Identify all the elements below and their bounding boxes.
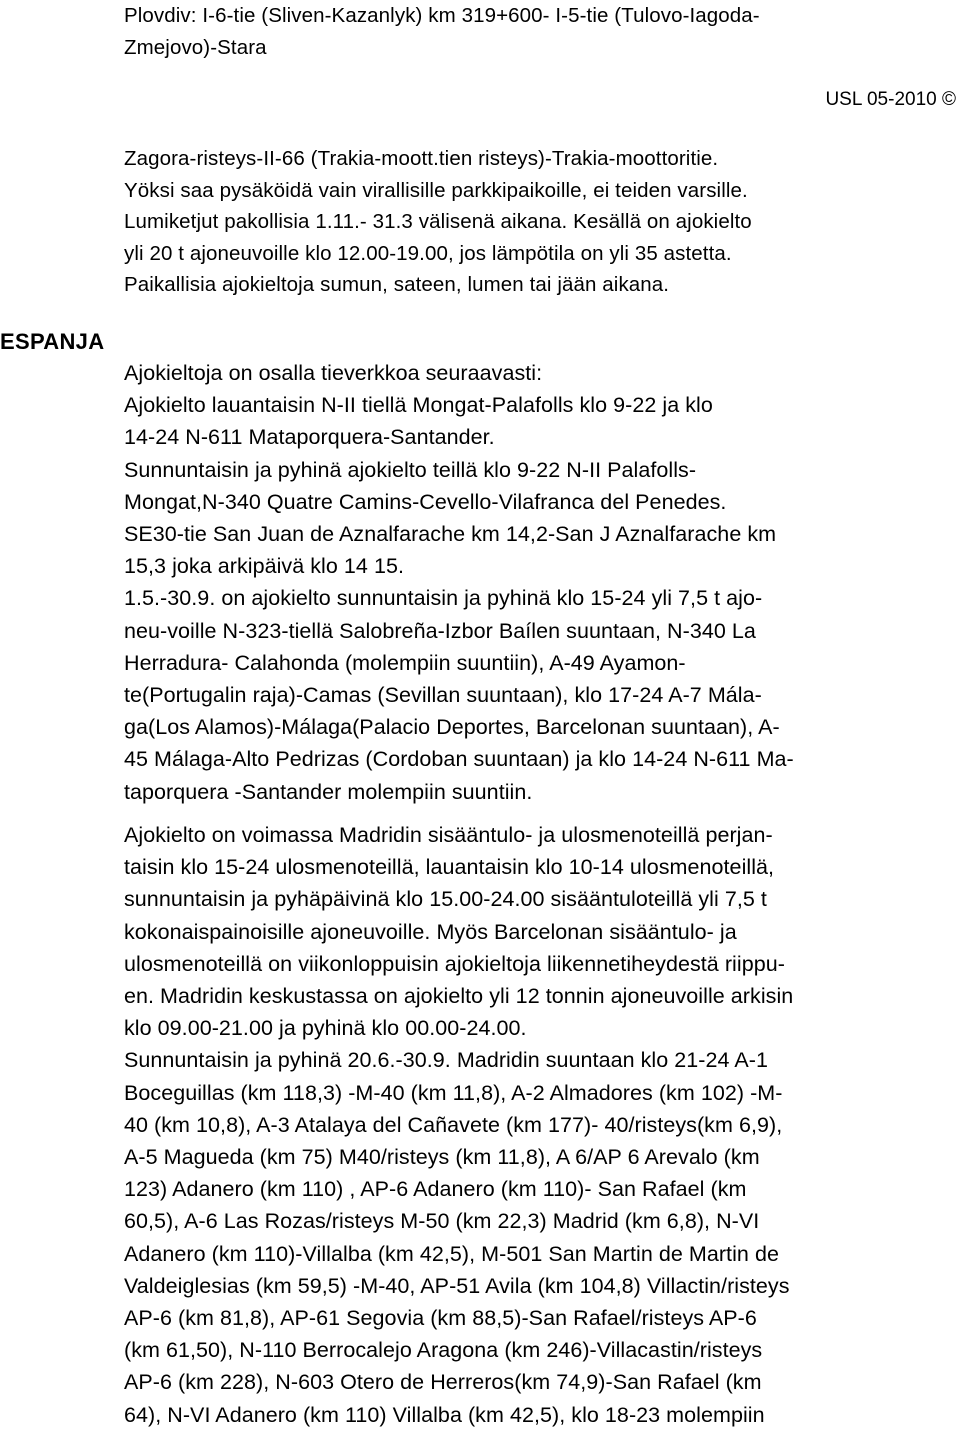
copyright-notice: USL 05-2010 © — [825, 89, 956, 110]
madrid-restrictions-paragraph — [124, 819, 956, 1431]
spain-line: Mongat,N-340 Quatre Camins-Cevello-Vilafranca del Penedes. — [124, 489, 727, 514]
spain-line: ga(Los Alamos)-Málaga(Palacio Deportes, Barcelonan suuntaan), A- — [124, 715, 780, 740]
spain-line: SE30-tie San Juan de Aznalfarache km 14,2-San J Aznalfarache km — [124, 522, 777, 547]
spain-line: 14-24 N-611 Mataporquera-Santander. — [124, 425, 495, 450]
spain-line: neu-voille N-323-tiellä Salobreña-Izbor Baílen suuntaan, N-340 La — [124, 618, 756, 643]
madrid-line: ulosmenoteillä on viikonloppuisin ajokieltoja liikennetiheydestä riippu- — [124, 951, 785, 976]
madrid-line: A-5 Magueda (km 75) M40/risteys (km 11,8), A 6/AP 6 Arevalo (km — [124, 1145, 760, 1170]
madrid-line: en. Madridin keskustassa on ajokielto yli 12 tonnin ajoneuvoille arkisin — [124, 984, 794, 1009]
madrid-line: (km 61,50), N-110 Berrocalejo Aragona (km 246)-Villacastin/risteys — [124, 1338, 763, 1363]
spain-line: Ajokielto lauantaisin N-II tiellä Mongat-Palafolls klo 9-22 ja klo — [124, 393, 713, 418]
route-title-line-2: Zmejovo)-Stara — [124, 35, 267, 59]
madrid-line: AP-6 (km 81,8), AP-61 Segovia (km 88,5)-San Rafael/risteys AP-6 — [124, 1306, 757, 1331]
spain-line: Sunnuntaisin ja pyhinä ajokielto teillä klo 9-22 N-II Palafolls- — [124, 457, 697, 482]
bulgaria-line: Paikallisia ajokieltoja sumun, sateen, lumen tai jään aikana. — [124, 273, 670, 297]
madrid-line: Sunnuntaisin ja pyhinä 20.6.-30.9. Madridin suuntaan klo 21-24 A-1 — [124, 1048, 768, 1073]
spain-line: 1.5.-30.9. on ajokielto sunnuntaisin ja pyhinä klo 15-24 yli 7,5 t ajo- — [124, 586, 763, 611]
bulgaria-line: yli 20 t ajoneuvoille klo 12.00-19.00, jos lämpötila on yli 35 astetta. — [124, 241, 732, 265]
madrid-line: sunnuntaisin ja pyhäpäivinä klo 15.00-24.00 sisääntuloteillä yli 7,5 t — [124, 887, 767, 912]
madrid-line: 60,5), A-6 Las Rozas/risteys M-50 (km 22,3) Madrid (km 6,8), N-VI — [124, 1209, 760, 1234]
madrid-line: 40 (km 10,8), A-3 Atalaya del Cañavete (km 177)- 40/risteys(km 6,9), — [124, 1112, 783, 1137]
spain-line: te(Portugalin raja)-Camas (Sevillan suuntaan), klo 17-24 A-7 Mála- — [124, 683, 762, 708]
spain-line: taporquera -Santander molempiin suuntiin. — [124, 779, 533, 804]
madrid-line: 64), N-VI Adanero (km 110) Villalba (km 42,5), klo 18-23 molempiin — [124, 1402, 765, 1427]
route-title — [124, 0, 956, 63]
country-heading-spain: ESPANJA — [0, 329, 105, 354]
bulgaria-line: Lumiketjut pakollisia 1.11.- 31.3 välisenä aikana. Kesällä on ajokielto — [124, 210, 752, 234]
madrid-line: Adanero (km 110)-Villalba (km 42,5), M-501 San Martin de Martin de — [124, 1241, 779, 1266]
madrid-line: klo 09.00-21.00 ja pyhinä klo 00.00-24.00. — [124, 1016, 527, 1041]
madrid-line: 123) Adanero (km 110) , AP-6 Adanero (km 110)- San Rafael (km — [124, 1177, 747, 1202]
spain-restrictions-paragraph — [124, 357, 956, 808]
madrid-line: Valdeiglesias (km 59,5) -M-40, AP-51 Avila (km 104,8) Villactin/risteys — [124, 1273, 790, 1298]
madrid-line: AP-6 (km 228), N-603 Otero de Herreros(km 74,9)-San Rafael (km — [124, 1370, 762, 1395]
bulgaria-route-description — [124, 143, 956, 301]
madrid-line: taisin klo 15-24 ulosmenoteillä, lauantaisin klo 10-14 ulosmenoteillä, — [124, 855, 775, 880]
bulgaria-line: Zagora-risteys-II-66 (Trakia-moott.tien risteys)-Trakia-moottoritie. — [124, 147, 719, 170]
spain-line: 15,3 joka arkipäivä klo 14 15. — [124, 554, 404, 579]
spain-line: Ajokieltoja on osalla tieverkkoa seuraavasti: — [124, 361, 543, 385]
spain-line: 45 Málaga-Alto Pedrizas (Cordoban suuntaan) ja klo 14-24 N-611 Ma- — [124, 747, 794, 772]
madrid-line: Ajokielto on voimassa Madridin sisääntulo- ja ulosmenoteillä perjan- — [124, 823, 773, 847]
madrid-line: Boceguillas (km 118,3) -M-40 (km 11,8), A-2 Almadores (km 102) -M- — [124, 1080, 783, 1105]
bulgaria-line: Yöksi saa pysäköidä vain virallisille parkkipaikoille, ei teiden varsille. — [124, 178, 748, 202]
madrid-line: kokonaispainoisille ajoneuvoille. Myös Barcelonan sisääntulo- ja — [124, 919, 737, 944]
spain-line: Herradura- Calahonda (molempiin suuntiin), A-49 Ayamon- — [124, 650, 686, 675]
route-title-line-1: Plovdiv: I-6-tie (Sliven-Kazanlyk) km 319+600- I-5-tie (Tulovo-Iagoda- — [124, 4, 760, 27]
